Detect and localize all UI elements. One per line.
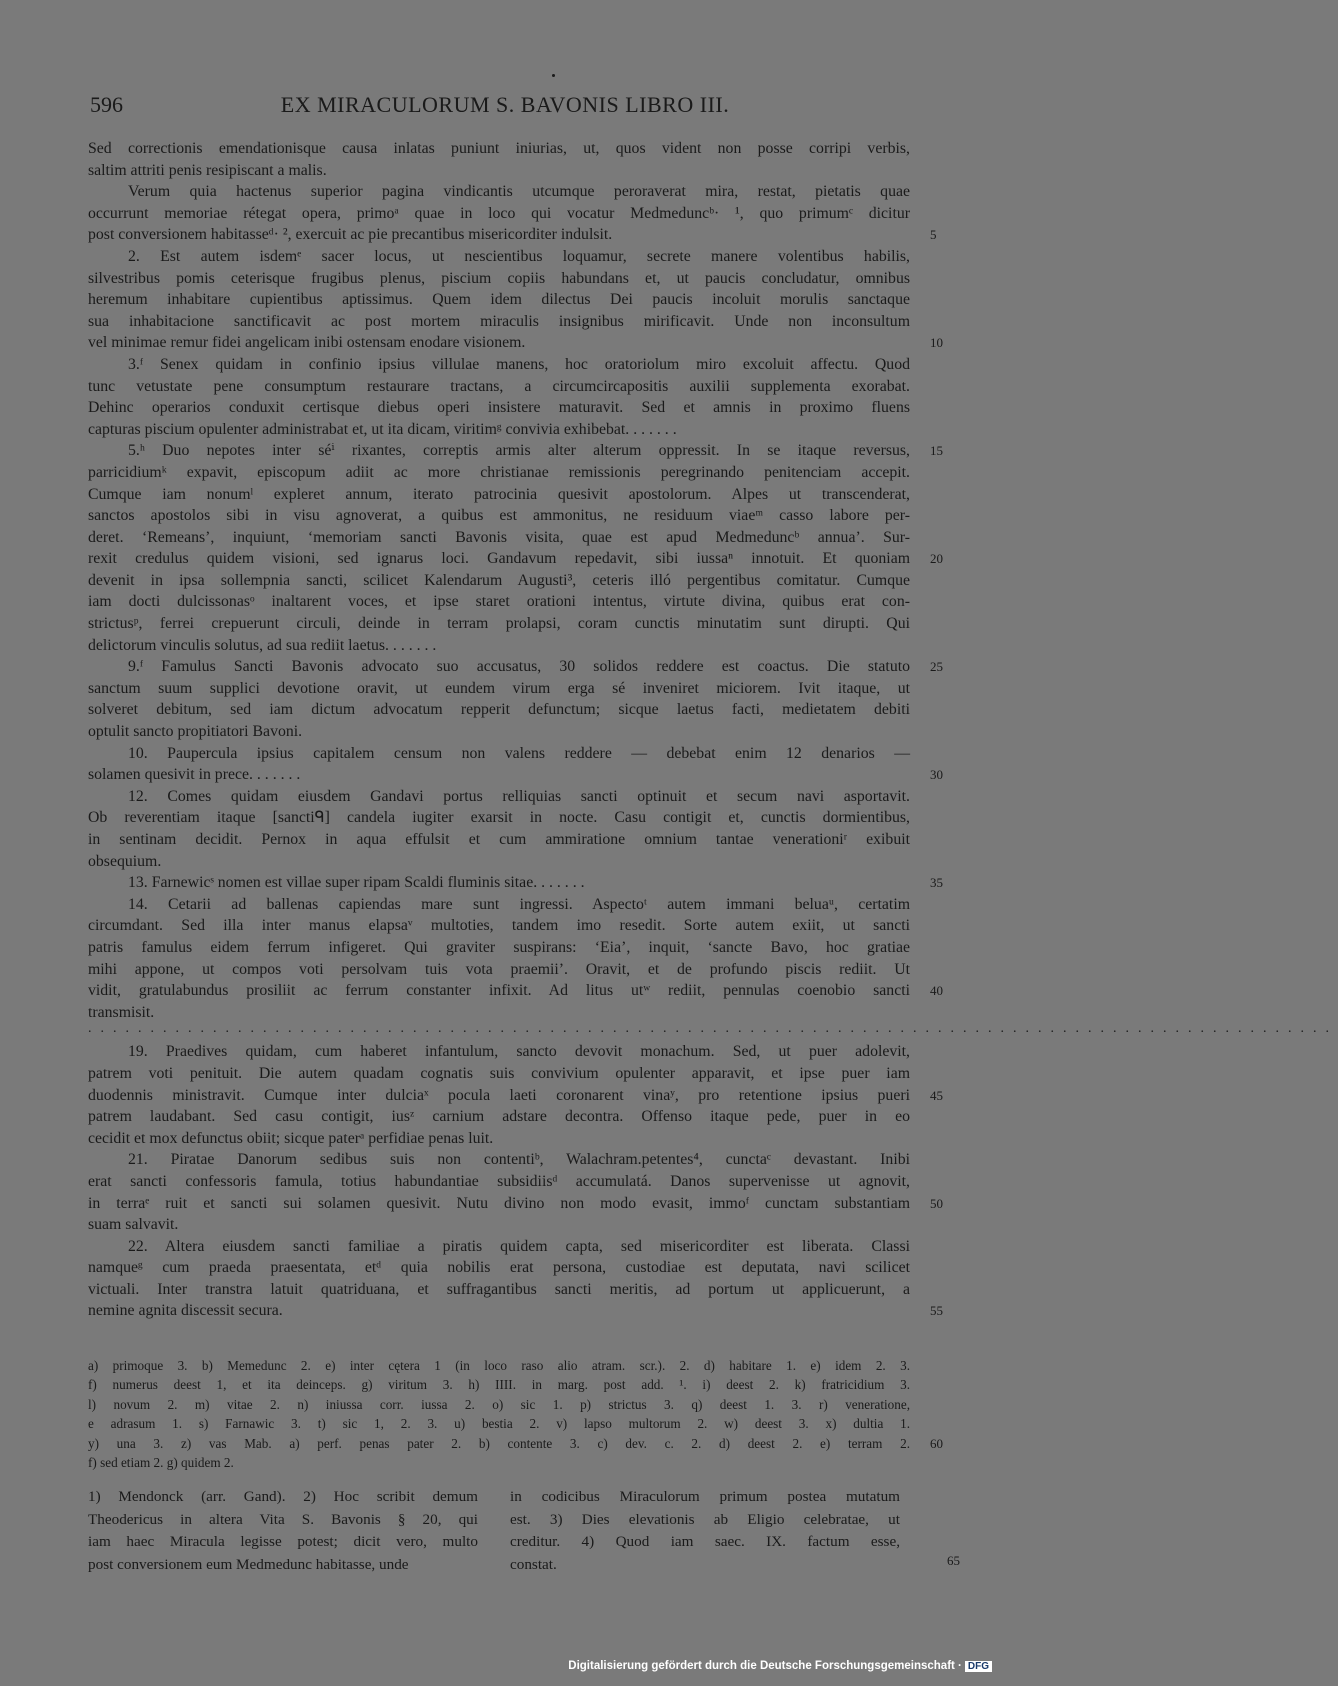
footnotes-right-column bbox=[510, 1486, 900, 1576]
line-text: capturas piscium opulenter administrabat et, ut ita dicam, viritimᵍ convivia exhibebat. . . . . . . bbox=[88, 420, 677, 438]
line-text: 10. Paupercula ipsius capitalem censum non valens reddere — debebat enim 12 denarios — bbox=[128, 744, 910, 762]
text-line bbox=[88, 721, 910, 743]
text-line bbox=[88, 656, 943, 678]
text-line bbox=[88, 959, 910, 981]
text-line bbox=[88, 1128, 910, 1150]
margin-line-number: 30 bbox=[930, 767, 943, 783]
text-line bbox=[88, 224, 937, 246]
margin-line-number: 50 bbox=[930, 1195, 943, 1211]
footnote-line: creditur. 4) Quod iam saec. IX. factum esse, bbox=[510, 1533, 900, 1551]
text-line bbox=[88, 1106, 910, 1128]
line-text: 9.ᶠ Famulus Sancti Bavonis advocato suo accusatus, 30 solidos reddere est coactus. Die statuto bbox=[128, 658, 910, 676]
line-text: devenit in ipsa sollempnia sancti, scilicet Kalendarum Augusti³, ceteris illó pergentibus comitatur. Cumque bbox=[88, 571, 910, 589]
line-text: vidit, gratulabundus prosiliit ac ferrum constanter infixit. Ad litus utʷ rediit, pennulas coenobio sancti bbox=[88, 982, 910, 1000]
line-text: patrem voti penituit. Die autem quadam cognatis suis convivium opulenter apparavit, et ipse puer iam bbox=[88, 1064, 910, 1082]
dfg-logo: DFG bbox=[965, 1661, 992, 1672]
line-text: y) una 3. z) vas Mab. a) perf. penas pater 2. b) contente 3. c) dev. c. 2. d) deest 2. e) terram 2. bbox=[88, 1435, 910, 1451]
footnote-line: est. 3) Dies elevationis ab Eligio celebratae, ut bbox=[510, 1510, 900, 1528]
line-text: 21. Piratae Danorum sedibus suis non contentiᵇ, Walachram.petentes⁴, cunctaᶜ devastant. Inibi bbox=[128, 1151, 910, 1169]
line-text: post conversionem habitasseᵈ· ², exercuit ac pie precantibus misericorditer indulsit. bbox=[88, 226, 613, 244]
footnotes-left-column bbox=[88, 1486, 478, 1576]
line-text: heremum inhabitare cupientibus aptissimus. Quem idem dilectus Dei paucis incoluit morulis sanctaque bbox=[88, 291, 910, 309]
text-line bbox=[88, 570, 910, 592]
text-line bbox=[88, 1063, 910, 1085]
text-line bbox=[88, 1375, 910, 1394]
line-text: sanctum suum supplici devotione oravit, ut eundem virum erga sé inveniret miciorem. Ivit itaque, ut bbox=[88, 679, 910, 697]
line-text: in sentinam decidit. Pernox in aqua effulsit et cum ammiratione omnium tantae venerationiʳ exibuit bbox=[88, 831, 910, 848]
text-line bbox=[88, 505, 910, 527]
text-line bbox=[88, 354, 910, 376]
footnote-line: constat. bbox=[510, 1555, 557, 1573]
footnote-line: 1) Mendonck (arr. Gand). 2) Hoc scribit demum bbox=[88, 1488, 478, 1505]
text-line bbox=[88, 764, 943, 786]
margin-line-number: 20 bbox=[930, 551, 943, 567]
text-line bbox=[88, 376, 910, 398]
line-text: l) novum 2. m) vitae 2. n) iniussa corr. iussa 2. o) sic 1. p) strictus 3. q) deest 1. 3. r) veneratione, bbox=[88, 1396, 910, 1412]
line-text: 2. Est autem isdemᵉ sacer locus, ut nescientibus loquamur, secrete manere volentibus habilis, bbox=[128, 247, 910, 265]
text-line bbox=[88, 440, 943, 462]
line-text: rexit credulus quidem visioni, sed ignarus loci. Gandavum repedavit, sibi iussaⁿ innotuit. Et quoniam bbox=[88, 550, 910, 568]
line-text: 19. Praedives quidam, cum haberet infantulum, sancto devovit monachum. Sed, ut puer adolevit, bbox=[128, 1043, 910, 1061]
text-line bbox=[88, 872, 943, 894]
text-line bbox=[88, 419, 910, 441]
margin-line-number: 10 bbox=[930, 335, 943, 351]
line-text: Sed correctionis emendationisque causa inlatas puniunt iniurias, ut, quos vident non posse corripi verbis, bbox=[88, 140, 910, 157]
line-text: duodennis ministravit. Cumque inter dulciaˣ pocula laeti coronarent vinaʸ, pro retentione ipsius pueri bbox=[88, 1086, 910, 1104]
text-line bbox=[88, 1257, 910, 1279]
line-text: 3.ᶠ Senex quidam in confinio ipsius villulae manens, hoc oratoriolum miro excoluit affectu. Quod bbox=[128, 355, 910, 373]
line-text: sanctos apostolos sibi in visu agnoverat, a quibus est ammonitus, ne residuum viaeᵐ casso labore per- bbox=[88, 507, 910, 525]
margin-line-number: 55 bbox=[930, 1303, 943, 1319]
line-text: mihi appone, ut compos voti persolvam tuis vota praemii’. Oravit, et de profundo piscis rediit. Ut bbox=[88, 960, 910, 978]
footnote-line: Theodericus in altera Vita S. Bavonis § 20, qui bbox=[88, 1510, 478, 1528]
text-line bbox=[88, 786, 910, 808]
margin-line-number: 5 bbox=[930, 227, 937, 243]
text-line bbox=[88, 807, 910, 829]
text-line bbox=[88, 937, 910, 959]
text-line bbox=[88, 1300, 943, 1322]
line-text: namqueᵍ cum praeda praesentata, etᵈ quia nobilis erat persona, custodiae est deputata, navi scilicet bbox=[88, 1259, 910, 1277]
text-line bbox=[88, 160, 910, 182]
text-line bbox=[88, 829, 910, 851]
line-text: sua inhabitacione sanctificavit ac post mortem miraculis insignibus mirificavit. Unde non inconsultum bbox=[88, 312, 910, 330]
footnote-line: iam haec Miracula legisse potest; dicit vero, multo bbox=[88, 1533, 478, 1551]
line-text: Verum quia hactenus superior pagina vindicantis utcumque peroraverat mira, restat, pietatis quae bbox=[128, 183, 910, 201]
line-text: 5.ʰ Duo nepotes inter séⁱ rixantes, correptis armis alter alterum oppressit. In se itaque reversus, bbox=[128, 442, 910, 460]
text-line bbox=[88, 1279, 910, 1301]
text-line bbox=[88, 743, 910, 765]
scan-speck bbox=[552, 74, 555, 77]
text-line bbox=[88, 548, 943, 570]
text-line bbox=[88, 289, 910, 311]
text-line bbox=[88, 613, 910, 635]
text-line bbox=[88, 484, 910, 506]
text-line bbox=[88, 181, 910, 203]
text-line bbox=[88, 527, 910, 549]
line-text: deret. ‘Remeans’, inquiunt, ‘memoriam sancti Bavonis visita, quae est apud Medmeduncᵇ annua’. Sur- bbox=[88, 528, 910, 546]
line-text: in terraᵉ ruit et sancti sui solamen quesivit. Nutu divino non modo evasit, immoᶠ cunctam substantiam bbox=[88, 1194, 910, 1212]
text-line bbox=[88, 915, 910, 937]
line-text: erat sancti confessoris famula, totius habundantiae subsidiisᵈ accumulatá. Danos supervenisse ut agnovit, bbox=[88, 1172, 910, 1190]
text-line bbox=[88, 635, 910, 657]
line-text: a) primoque 3. b) Memedunc 2. e) inter cętera 1 (in loco raso alio atram. scr.). 2. d) habitare 1. e) idem 2. 3. bbox=[88, 1358, 910, 1373]
text-line bbox=[88, 1085, 943, 1107]
text-line bbox=[88, 1414, 910, 1433]
footnote-line: post conversionem eum Medmedunc habitasse, unde bbox=[88, 1555, 409, 1573]
text-line bbox=[88, 246, 910, 268]
text-line bbox=[88, 1149, 910, 1171]
line-text: occurrunt memoriae rétegat opera, primoᵃ quae in loco qui vocatur Medmeduncᵇ· ¹, quo primumᶜ dicitur bbox=[88, 204, 910, 222]
text-line bbox=[88, 1236, 910, 1258]
line-text: Ob reverentiam itaque [sanctiᑫ] candela iugiter exarsit in nocte. Casu contigit et, cunctis dormientibus, bbox=[88, 809, 910, 827]
text-line bbox=[88, 1041, 910, 1063]
line-text: parricidiumᵏ expavit, episcopum adiit ac more christianae remissionis peregrinando penitenciam accepit. bbox=[88, 463, 910, 481]
line-text: f) numerus deest 1, et ita deinceps. g) viritum 3. h) IIII. in marg. post add. ¹. i) deest 2. k) fratricidium 3. bbox=[88, 1377, 910, 1393]
text-line bbox=[88, 678, 910, 700]
line-text: 14. Cetarii ad ballenas capiendas mare sunt ingressi. Aspectoᵗ autem immani beluaᵘ, certatim bbox=[128, 895, 910, 913]
margin-line-number: 40 bbox=[930, 983, 943, 999]
line-text: obsequium. bbox=[88, 852, 162, 870]
text-line bbox=[88, 1453, 910, 1472]
text-line bbox=[88, 397, 910, 419]
line-text: vel minimae remur fidei angelicam inibi ostensam enodare visionem. bbox=[88, 334, 526, 352]
text-line bbox=[88, 851, 910, 873]
margin-line-number: 25 bbox=[930, 659, 943, 675]
text-line bbox=[88, 332, 943, 354]
line-text: strictusᵖ, ferrei crepuerunt circuli, deinde in terram prolapsi, coram cunctis minutatim sunt dirupti. Qui bbox=[88, 615, 910, 633]
text-line bbox=[88, 980, 943, 1002]
text-line bbox=[88, 699, 910, 721]
footnote-line: in codicibus Miraculorum primum postea mutatum bbox=[510, 1488, 900, 1505]
text-line bbox=[88, 1395, 910, 1414]
variant-notes bbox=[88, 1356, 943, 1472]
text-line bbox=[88, 268, 910, 290]
margin-line-number: 65 bbox=[947, 1553, 960, 1568]
text-line bbox=[88, 311, 910, 333]
line-text: tunc vetustate pene consumptum restaurare tractans, a circumcircapositis auxilii supplementa exorabat. bbox=[88, 377, 910, 395]
credit-text: Digitalisierung gefördert durch die Deutsche Forschungsgemeinschaft · bbox=[568, 1660, 962, 1672]
line-text: 22. Altera eiusdem sancti familiae a piratis quidem capta, sed misericorditer est liberata. Classi bbox=[128, 1237, 910, 1255]
text-line bbox=[88, 1434, 943, 1453]
margin-line-number: 15 bbox=[930, 443, 943, 459]
line-text: saltim attriti penis resipiscant a malis. bbox=[88, 161, 327, 179]
main-text bbox=[88, 138, 1338, 1322]
text-line bbox=[88, 1193, 943, 1215]
line-text: transmisit. bbox=[88, 1003, 155, 1021]
omission-dots: .................................................................................................... bbox=[88, 1021, 1338, 1037]
text-line bbox=[88, 1214, 910, 1236]
line-text: silvestribus pomis ceterisque frugibus plenus, piscium copiis habundans et, ut paucis concludatur, omnibus bbox=[88, 269, 910, 287]
text-line bbox=[88, 1002, 910, 1024]
line-text: Cumque iam nonumˡ expleret annum, iterato patrocinia quesivit apostolorum. Alpes ut transcenderat, bbox=[88, 485, 910, 503]
line-text: nemine agnita discessit secura. bbox=[88, 1302, 283, 1320]
text-line bbox=[88, 591, 910, 613]
text-line bbox=[88, 1171, 910, 1193]
line-text: patris famulus eidem ferrum infigeret. Qui graviter suspirans: ‘Eia’, inquit, ‘sancte Bavo, hoc gratiae bbox=[88, 938, 910, 956]
text-line bbox=[88, 203, 910, 225]
text-line bbox=[88, 1356, 910, 1375]
page-title: EX MIRACULORUM S. BAVONIS LIBRO III. bbox=[280, 92, 730, 117]
text-line bbox=[88, 462, 910, 484]
line-text: delictorum vinculis solutus, ad sua rediit laetus. . . . . . . bbox=[88, 636, 437, 654]
text-line bbox=[88, 138, 910, 160]
line-text: circumdant. Sed illa inter manus elapsaᵛ multoties, tandem imo resedit. Sorte autem exiit, ut sancti bbox=[88, 917, 910, 935]
line-text: optulit sancto propitiatori Bavoni. bbox=[88, 723, 303, 741]
line-text: patrem laudabant. Sed casu contigit, iusᶻ carnium adstare decontra. Offenso itaque pede, puer in eo bbox=[88, 1108, 910, 1126]
text-line bbox=[88, 894, 910, 916]
line-text: cecidit et mox defunctus obiit; sicque paterᵃ perfidiae penas luit. bbox=[88, 1129, 494, 1147]
line-text: solamen quesivit in prece. . . . . . . bbox=[88, 766, 301, 784]
margin-line-number: 35 bbox=[930, 875, 943, 891]
line-text: Dehinc operarios conduxit certisque diebus operi insistere maturavit. Sed et amnis in proximo fluens bbox=[88, 399, 910, 417]
line-text: iam docti dulcissonasᵒ inaltarent voces, et ipse staret orationi intentus, virtute divina, quibus erat con- bbox=[88, 593, 910, 611]
running-header bbox=[90, 92, 920, 132]
line-text: solveret debitum, sed iam dictum advocatum repperit defunctum; sicque laetus facti, medietatem debiti bbox=[88, 701, 910, 719]
line-text: 13. Farnewicˢ nomen est villae super ripam Scaldi fluminis sitae. . . . . . . bbox=[128, 874, 585, 892]
line-text: 12. Comes quidam eiusdem Gandavi portus relliquias sancti optinuit et secum navi asportavit. bbox=[128, 787, 910, 805]
line-text: victuali. Inter transtra latuit quatriduana, et suffragantibus sancti meritis, ad portum ut applicuerunt, a bbox=[88, 1280, 910, 1298]
line-text: e adrasum 1. s) Farnawic 3. t) sic 1, 2. 3. u) bestia 2. v) lapso multorum 2. w) deest 3. x) dultia 1. bbox=[88, 1416, 910, 1432]
margin-line-number: 60 bbox=[930, 1435, 943, 1451]
margin-line-number: 45 bbox=[930, 1087, 943, 1103]
page-number: 596 bbox=[90, 92, 123, 117]
line-text: f) sed etiam 2. g) quidem 2. bbox=[88, 1454, 234, 1470]
digitization-credit bbox=[568, 1660, 992, 1672]
line-text: suam salvavit. bbox=[88, 1216, 179, 1234]
